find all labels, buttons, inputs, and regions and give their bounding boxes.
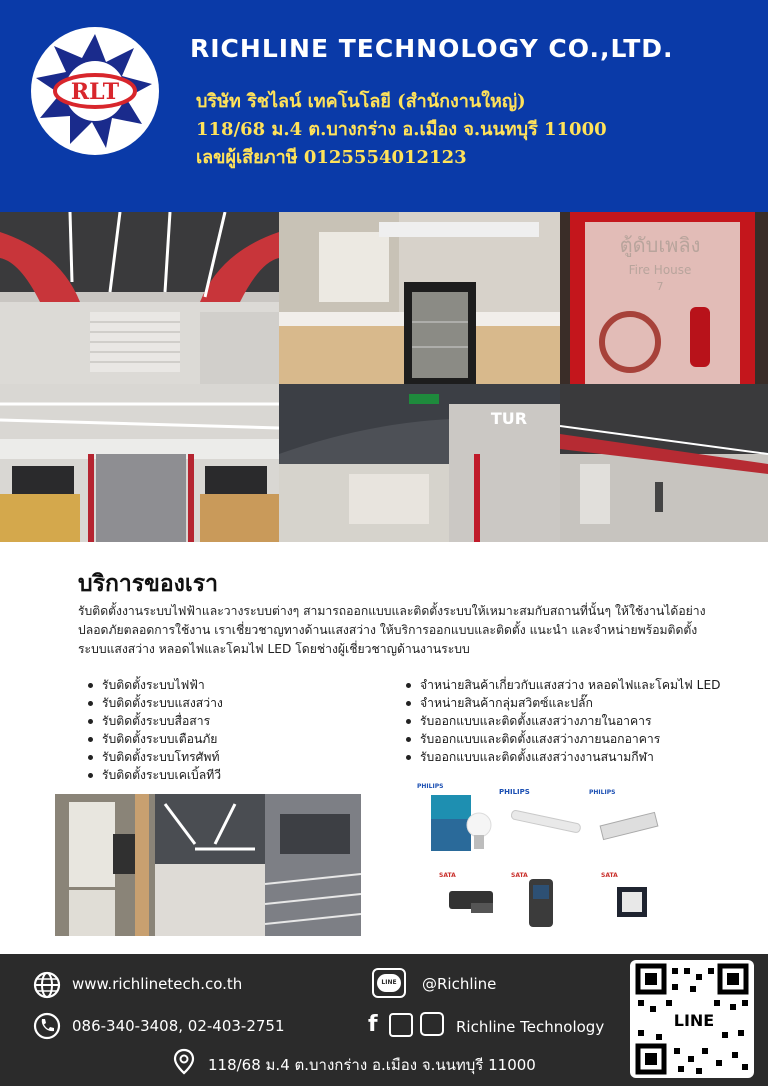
services-list-left [86,676,223,784]
phone-numbers: 086-340-3408, 02-403-2751 [72,1017,285,1035]
photo-station-tunnel [279,384,560,542]
photo-fire-cabinet [560,212,768,384]
logo-text: RLT [70,79,120,105]
line-id-link[interactable]: @Richline [422,975,497,993]
header-banner [0,0,768,212]
line-badge-text: LINE [377,974,401,992]
project-photo-grid [0,212,768,542]
company-name: RICHLINE TECHNOLOGY CO.,LTD. [190,34,674,63]
service-item: รับติดตั้งระบบเตือนภัย [86,730,223,748]
service-item: จำหน่ายสินค้ากลุ่มสวิตซ์และปลั๊ก [404,694,721,712]
location-pin-icon [170,1048,198,1076]
service-item: รับติดตั้งระบบเคเบิ้ลทีวี [86,766,223,784]
globe-icon [33,971,61,999]
photo-station-ceiling [0,212,279,384]
shopee-icon[interactable] [389,1013,413,1037]
service-item: รับออกแบบและติดตั้งแสงสว่างภายนอกอาคาร [404,730,721,748]
footer-address: 118/68 ม.4 ต.บางกร่าง อ.เมือง จ.นนทบุรี 11000 [208,1056,536,1074]
services-intro: รับติดตั้งงานระบบไฟฟ้าและวางระบบต่างๆ สามารถออกแบบและติดตั้งระบบให้เหมาะสมกับสถานที่นั้นๆ ให้ใช้งานได้อย่างปลอดภัยตลอดการใช้งาน เราเชี่ยวชาญทางด้านแสงสว่าง ให้บริการออกแบบและติดตั้ง แนะนำ และจำหน่ายพร้อมติดตั้งระบบแสงสว่าง หลอดไฟและโคมไฟ LED โดยช่างผู้เชี่ยวชาญด้านงานระบบ [78,604,706,656]
line-qr-code[interactable] [630,960,754,1078]
service-item: รับติดตั้งระบบแสงสว่าง [86,694,223,712]
product-showcase [411,779,679,943]
tiktok-icon[interactable] [420,1012,444,1036]
fire-cabinet-number: 7 [656,280,664,293]
services-title: บริการของเรา [78,571,219,597]
service-item: รับติดตั้งระบบสื่อสาร [86,712,223,730]
product-brand-sata: SATA [601,872,618,879]
photo-kiosk-showcase [279,212,560,384]
product-brand-philips: PHILIPS [417,783,444,790]
company-name-thai: บริษัท ริชไลน์ เทคโนโลยี (สำนักงานใหญ่) [196,91,526,112]
social-name: Richline Technology [456,1018,605,1036]
photo-store-front [0,384,279,542]
fire-cabinet-label-en: Fire House [628,263,692,277]
service-item: จำหน่ายสินค้าเกี่ยวกับแสงสว่าง หลอดไฟและโคมไฟ LED [404,676,721,694]
qr-label: LINE [673,1011,715,1030]
station-sign: TUR [490,409,528,428]
facebook-icon[interactable]: f [368,1012,378,1037]
phone-icon [33,1012,61,1040]
product-brand-philips: PHILIPS [499,788,530,796]
website-link[interactable]: www.richlinetech.co.th [72,975,243,993]
product-brand-sata: SATA [511,872,528,879]
line-app-icon [372,968,406,998]
product-brand-philips: PHILIPS [589,789,616,796]
company-logo [30,26,160,156]
company-address: 118/68 ม.4 ต.บางกร่าง อ.เมือง จ.นนทบุรี 11000 [196,119,607,140]
photo-electrical-works [55,794,361,936]
service-item: รับติดตั้งระบบโทรศัพท์ [86,748,223,766]
photo-corridor [560,384,768,542]
tax-id: เลขผู้เสียภาษี 0125554012123 [196,147,467,168]
fire-cabinet-label-th: ตู้ดับเพลิง [619,233,701,257]
product-brand-sata: SATA [439,872,456,879]
service-item: รับติดตั้งระบบไฟฟ้า [86,676,223,694]
services-list-right [404,676,721,766]
service-item: รับออกแบบและติดตั้งแสงสว่างภายในอาคาร [404,712,721,730]
service-item: รับออกแบบและติดตั้งแสงสว่างงานสนามกีฬา [404,748,721,766]
